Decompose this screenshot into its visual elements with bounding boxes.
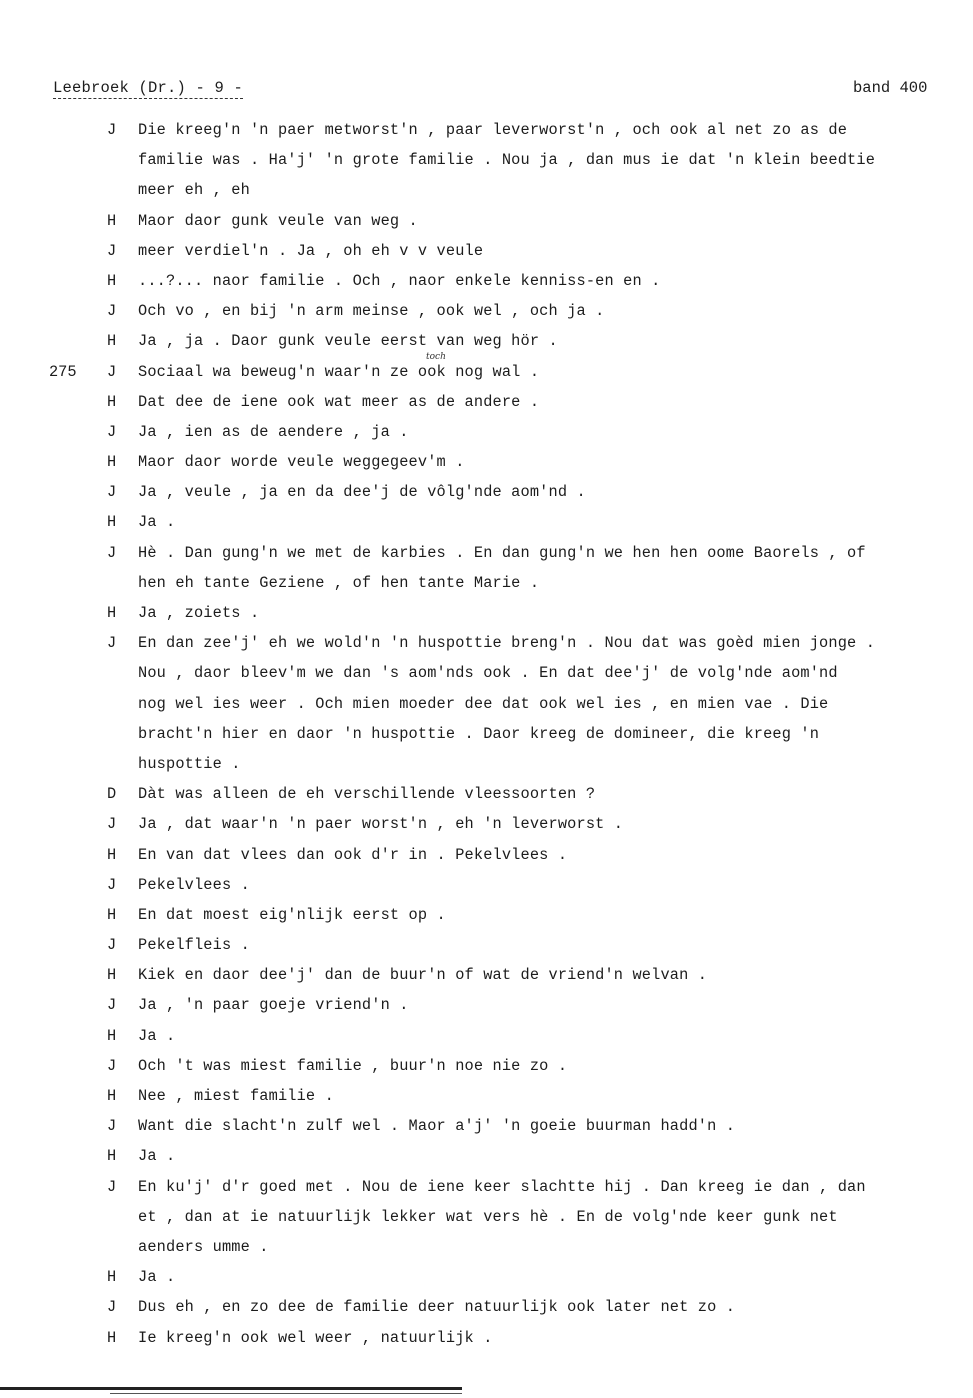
utterance-text: Dat dee de iene ook wat meer as de andere . (138, 392, 540, 411)
utterance-text: huspottie . (138, 754, 241, 773)
transcript-line (0, 1024, 973, 1054)
utterance-text: bracht'n hier en daor 'n huspottie . Daor kreeg de domineer, die kreeg 'n (138, 724, 820, 743)
utterance-text: meer eh , eh (138, 181, 250, 200)
utterance-text: Want die slacht'n zulf wel . Maor a'j' 'n goeie buurman hadd'n . (138, 1117, 736, 1136)
footer-rule-thin (110, 1393, 462, 1394)
speaker-label: J (107, 241, 117, 260)
transcript-line (0, 1235, 973, 1265)
speaker-label: H (107, 845, 117, 864)
utterance-text: Maor daor worde veule weggegeev'm . (138, 453, 465, 472)
utterance-text: ...?... naor familie . Och , naor enkele kenniss-en en . (138, 271, 661, 290)
speaker-label: J (107, 483, 117, 502)
footer-rule (0, 1387, 462, 1390)
utterance-text: En dat moest eig'nlijk eerst op . (138, 905, 446, 924)
transcript-line (0, 843, 973, 873)
utterance-text: Nou , daor bleev'm we dan 's aom'nds ook . En dat dee'j' de volg'nde aom'nd (138, 664, 838, 683)
transcript-line (0, 993, 973, 1023)
speaker-label: J (107, 1056, 117, 1075)
transcript-line (0, 480, 973, 510)
utterance-text: Maor daor gunk veule van weg . (138, 211, 418, 230)
utterance-text: Ja . (138, 1147, 176, 1166)
utterance-text: Kiek en daor dee'j' dan de buur'n of wat de vriend'n welvan . (138, 966, 708, 985)
transcript-line (0, 178, 973, 208)
utterance-text: Pekelvlees . (138, 875, 250, 894)
speaker-label: D (107, 785, 117, 804)
transcript-line (0, 1326, 973, 1356)
utterance-text: Ja , 'n paar goeje vriend'n . (138, 996, 409, 1015)
speaker-label: H (107, 966, 117, 985)
speaker-label: H (107, 271, 117, 290)
speaker-label: J (107, 121, 117, 139)
utterance-text: Ja , ja . Daor gunk veule eerst van weg hör . (138, 332, 558, 351)
utterance-text: familie was . Ha'j' 'n grote familie . Nou ja , dan mus ie dat 'n klein beedtie (138, 151, 876, 170)
utterance-text: Ja . (138, 1268, 176, 1287)
page-header-title: Leebroek (Dr.) - 9 - (53, 79, 244, 97)
transcript-line (0, 118, 973, 148)
transcript-line (0, 571, 973, 601)
utterance-text: Hè . Dan gung'n we met de karbies . En dan gung'n we hen hen oome Baorels , of (138, 543, 866, 562)
transcript-line (0, 782, 973, 812)
speaker-label: H (107, 211, 117, 230)
speaker-label: H (107, 1328, 117, 1347)
speaker-label: J (107, 362, 117, 381)
utterance-text: Ja . (138, 513, 176, 532)
transcript-line (0, 601, 973, 631)
utterance-text: Dus eh , en zo dee de familie deer natuurlijk ook later net zo . (138, 1298, 736, 1317)
transcript-line (0, 873, 973, 903)
utterance-text: et , dan at ie natuurlijk lekker wat vers hè . En de volg'nde keer gunk net (138, 1207, 838, 1226)
speaker-label: H (107, 1147, 117, 1166)
utterance-text: Ja , ien as de aendere , ja . (138, 422, 409, 441)
utterance-text: En dan zee'j' eh we wold'n 'n huspottie breng'n . Nou dat was goèd mien jonge . (138, 634, 876, 653)
utterance-text: nog wel ies weer . Och mien moeder dee dat ook wel ies , en mien vae . Die (138, 694, 829, 713)
transcript-line (0, 299, 973, 329)
speaker-label: J (107, 936, 117, 955)
transcript-line (0, 963, 973, 993)
transcript-line (0, 722, 973, 752)
utterance-text: aenders umme . (138, 1237, 269, 1256)
transcript-line (0, 329, 973, 359)
transcript-line (0, 903, 973, 933)
transcript-line (0, 541, 973, 571)
transcript-line (0, 450, 973, 480)
utterance-text: Ja , dat waar'n 'n paer worst'n , eh 'n leverworst . (138, 815, 624, 834)
transcript-line (0, 1054, 973, 1084)
utterance-text: Ie kreeg'n ook wel weer , natuurlijk . (138, 1328, 493, 1347)
speaker-label: J (107, 422, 117, 441)
speaker-label: J (107, 634, 117, 653)
transcript-line (0, 239, 973, 269)
speaker-label: H (107, 905, 117, 924)
speaker-label: H (107, 392, 117, 411)
utterance-text: Ja . (138, 1026, 176, 1045)
page-header-band: band 400 (853, 79, 928, 97)
speaker-label: H (107, 1026, 117, 1045)
utterance-text: Sociaal wa beweug'n waar'n ze ook nog wal . (138, 362, 540, 381)
speaker-label: H (107, 513, 117, 532)
transcript-line (0, 1175, 973, 1205)
utterance-text: hen eh tante Geziene , of hen tante Marie . (138, 573, 540, 592)
handwritten-annotation: toch (426, 352, 446, 362)
speaker-label: H (107, 1268, 117, 1287)
utterance-text: Pekelfleis . (138, 936, 250, 955)
speaker-label: H (107, 453, 117, 472)
utterance-text: En ku'j' d'r goed met . Nou de iene keer slachtte hij . Dan kreeg ie dan , dan (138, 1177, 866, 1196)
utterance-text: Die kreeg'n 'n paer metworst'n , paar leverworst'n , och ook al net zo as de (138, 121, 848, 139)
utterance-text: Ja , zoiets . (138, 604, 260, 622)
speaker-label: J (107, 1298, 117, 1317)
speaker-label: J (107, 1117, 117, 1136)
speaker-label: H (107, 332, 117, 351)
transcript-line (0, 1265, 973, 1295)
transcript-line (0, 360, 973, 390)
utterance-text: En van dat vlees dan ook d'r in . Pekelvlees . (138, 845, 568, 864)
transcript-line (0, 1144, 973, 1174)
line-number: 275 (49, 362, 77, 381)
transcript-line (0, 1295, 973, 1325)
transcript-line (0, 631, 973, 661)
transcript-line (0, 1114, 973, 1144)
transcript-line (0, 148, 973, 178)
speaker-label: H (107, 1087, 117, 1105)
speaker-label: J (107, 815, 117, 834)
transcript-line (0, 1205, 973, 1235)
transcript-line (0, 812, 973, 842)
transcript-body (0, 118, 973, 1356)
transcript-line (0, 269, 973, 299)
transcript-line (0, 752, 973, 782)
speaker-label: J (107, 875, 117, 894)
utterance-text: Dàt was alleen de eh verschillende vleessoorten ? (138, 785, 596, 804)
transcript-line (0, 510, 973, 540)
transcript-line (0, 692, 973, 722)
transcript-line (0, 420, 973, 450)
speaker-label: J (107, 302, 117, 321)
utterance-text: Nee , miest familie . (138, 1087, 334, 1105)
transcript-line (0, 1084, 973, 1114)
speaker-label: J (107, 996, 117, 1015)
utterance-text: Och vo , en bij 'n arm meinse , ook wel , och ja . (138, 302, 605, 321)
speaker-label: H (107, 604, 117, 622)
utterance-text: meer verdiel'n . Ja , oh eh v v veule (138, 241, 484, 260)
transcript-line (0, 661, 973, 691)
utterance-text: Ja , veule , ja en da dee'j de vôlg'nde aom'nd . (138, 483, 586, 502)
transcript-line (0, 933, 973, 963)
transcript-line (0, 390, 973, 420)
transcript-line (0, 209, 973, 239)
speaker-label: J (107, 1177, 117, 1196)
speaker-label: J (107, 543, 117, 562)
utterance-text: Och 't was miest familie , buur'n noe nie zo . (138, 1056, 568, 1075)
